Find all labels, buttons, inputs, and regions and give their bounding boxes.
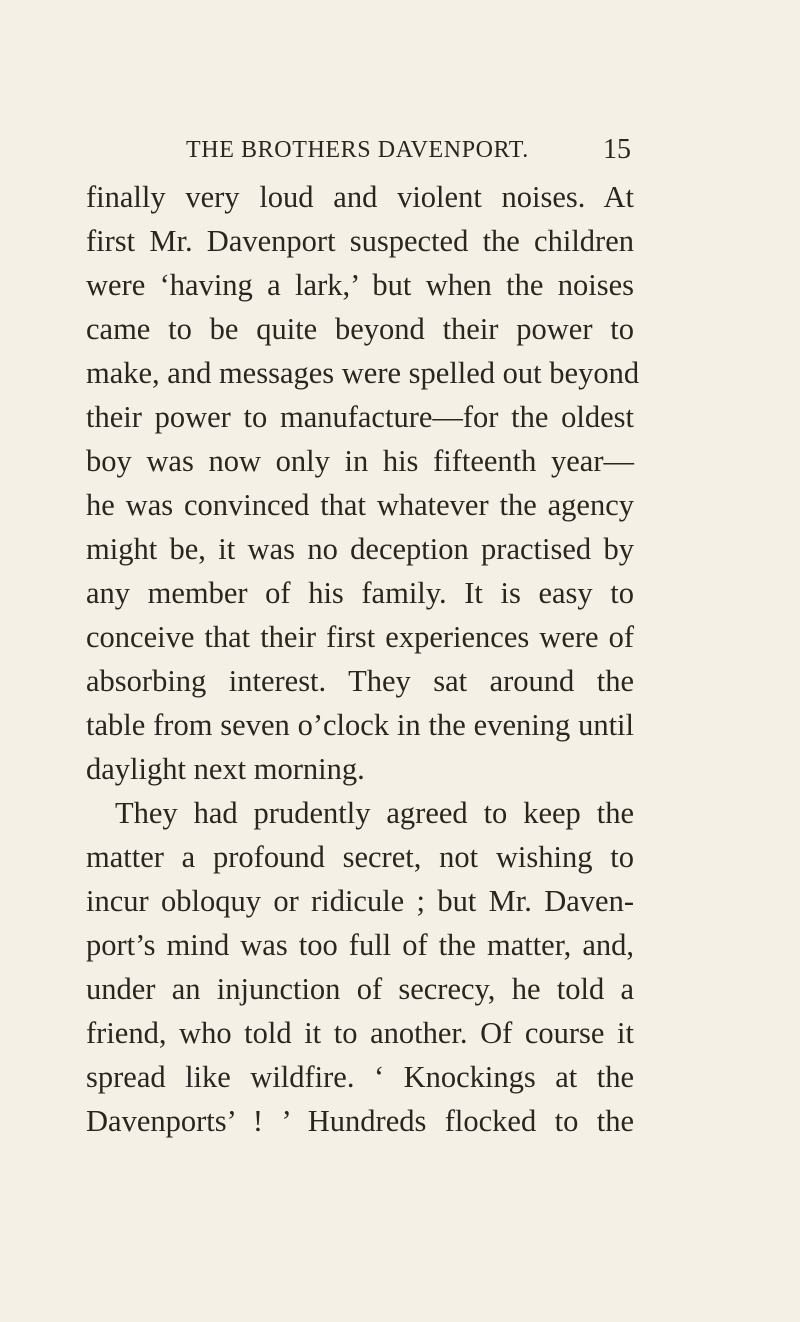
- text-line: spread like wildfire. ‘ Knockings at the: [86, 1060, 634, 1094]
- text-line: came to be quite beyond their power to: [86, 312, 634, 346]
- text-line: Davenports’ ! ’ Hundreds flocked to the: [86, 1104, 634, 1138]
- body-text: [86, 175, 640, 1143]
- page-number: 15: [603, 134, 631, 165]
- paragraph-end-line: daylight next morning.: [86, 752, 365, 786]
- text-line: conceive that their first experiences were of: [86, 620, 634, 654]
- text-line: incur obloquy or ridicule ; but Mr. Daven-: [86, 884, 634, 918]
- paragraph-start-line: They had prudently agreed to keep the: [115, 796, 634, 830]
- text-line: under an injunction of secrecy, he told a: [86, 972, 634, 1006]
- text-line: their power to manufacture—for the oldest: [86, 400, 634, 434]
- text-line: make, and messages were spelled out beyond: [86, 356, 640, 390]
- text-line: might be, it was no deception practised by: [86, 532, 634, 566]
- text-line: boy was now only in his fifteenth year—: [86, 444, 634, 478]
- text-line: absorbing interest. They sat around the: [86, 664, 634, 698]
- text-line: any member of his family. It is easy to: [86, 576, 634, 610]
- running-title: THE BROTHERS DAVENPORT.: [186, 137, 529, 163]
- page-header: [0, 133, 800, 167]
- text-line: first Mr. Davenport suspected the children: [86, 224, 634, 258]
- text-line: port’s mind was too full of the matter, and,: [86, 928, 634, 962]
- text-line: table from seven o’clock in the evening until: [86, 708, 634, 742]
- text-line: were ‘having a lark,’ but when the noises: [86, 268, 634, 302]
- text-line: he was convinced that whatever the agency: [86, 488, 634, 522]
- text-line: finally very loud and violent noises. At: [86, 180, 634, 214]
- text-line: matter a profound secret, not wishing to: [86, 840, 634, 874]
- text-line: friend, who told it to another. Of course it: [86, 1016, 634, 1050]
